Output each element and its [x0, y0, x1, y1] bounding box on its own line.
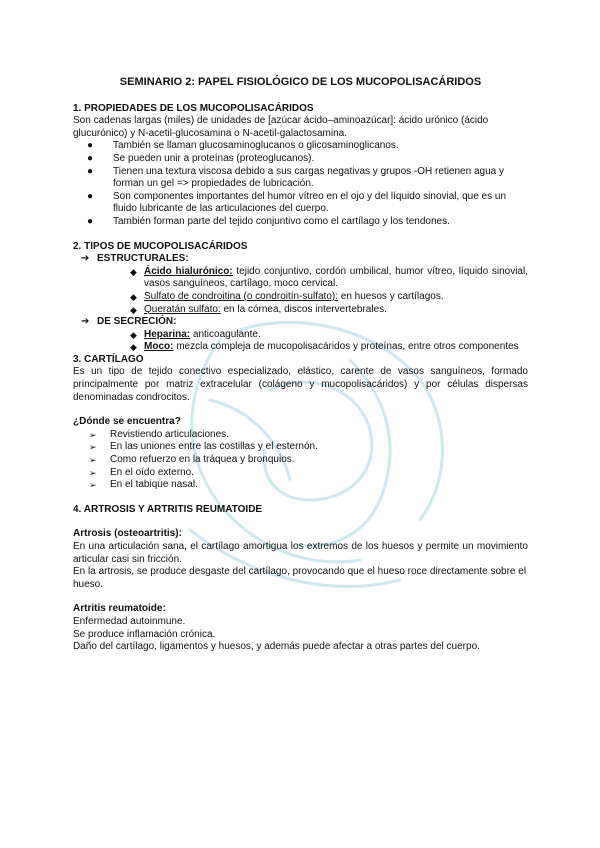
location-list	[73, 429, 528, 492]
artrosis-paragraph-1: En una articulación sana, el cartílago amortigua los extremos de los huesos y permite un movimiento articular casi sin fricción.	[73, 541, 528, 565]
arrowhead-icon: ➢	[89, 467, 97, 478]
list-item: ➢ En el tabique nasal.	[89, 479, 198, 491]
arrow-icon: ➔	[81, 316, 90, 328]
arrowhead-icon: ➢	[89, 442, 97, 453]
list-item: ◆ Sulfato de condroitina (o condroitín-sulfato): en huesos y cartílagos.	[130, 290, 444, 302]
list-item: ● Se pueden unir a proteínas (proteoglucanos).	[87, 152, 315, 164]
list-item: ➢ Revistiendo articulaciones.	[89, 428, 229, 440]
structural-subheading: ➔ ESTRUCTURALES:	[81, 253, 189, 265]
structural-list	[73, 266, 528, 316]
location-question: ¿Dónde se encuentra?	[73, 416, 181, 428]
list-item: ◆ Ácido hialurónico: tejido conjuntivo, cordón umbilical, humor vítreo, líquido sinovial, vasos sanguíneos, cartílago, moco cervical.	[130, 265, 528, 290]
artritis-line: Enfermedad autoinmune.	[73, 615, 186, 627]
artritis-line: Se produce inflamación crónica.	[73, 628, 216, 640]
diamond-icon: ◆	[130, 266, 137, 277]
bullet-icon: ●	[87, 152, 94, 164]
list-item: ◆ Moco: mezcla compleja de mucopolisacáridos y proteínas, entre otros componentes	[130, 341, 519, 353]
list-item: ➢ Como refuerzo en la tráquea y bronquios.	[89, 454, 295, 466]
arrow-icon: ➔	[81, 253, 90, 265]
arrowhead-icon: ➢	[89, 480, 97, 491]
section-1-intro: Son cadenas largas (miles) de unidades de [azúcar ácido–aminoazúcar]: ácido urónico (ácido glucurónico) y N-acetil-glucosamina o N-acetil-galactosamina.	[73, 115, 489, 139]
list-item: ● También forman parte del tejido conjuntivo como el cartílago y los tendones.	[87, 215, 450, 227]
arrowhead-icon: ➢	[89, 455, 97, 466]
diamond-icon: ◆	[130, 342, 137, 353]
section-4-heading: 4. ARTROSIS Y ARTRITIS REUMATOIDE	[73, 503, 263, 515]
page-title: SEMINARIO 2: PAPEL FISIOLÓGICO DE LOS MUCOPOLISACÁRIDOS	[119, 76, 482, 88]
diamond-icon: ◆	[130, 329, 137, 340]
diamond-icon: ◆	[130, 291, 137, 302]
list-item: ➢ En las uniones entre las costillas y el esternón.	[89, 441, 318, 453]
section-1-heading: 1. PROPIEDADES DE LOS MUCOPOLISACÁRIDOS	[73, 102, 314, 114]
bullet-icon: ●	[87, 190, 94, 202]
list-item: ◆ Queratán sulfato: en la córnea, discos intervertebrales.	[130, 303, 387, 315]
section-3-heading: 3. CARTÍLAGO	[73, 353, 144, 365]
bullet-icon: ●	[87, 165, 94, 177]
artritis-title: Artritis reumatoide:	[73, 603, 166, 615]
artrosis-title: Artrosis (osteoartritis):	[73, 528, 182, 540]
diamond-icon: ◆	[130, 304, 137, 315]
arrowhead-icon: ➢	[89, 429, 97, 440]
list-item: ● Son componentes importantes del humor vítreo en el ojo y del líquido sinovial, que es un fluido lubricante de las articulaciones del cuerpo.	[87, 190, 507, 215]
list-item: ● También se llaman glucosaminoglucanos o glicosaminoglicanos.	[87, 140, 399, 152]
section-1-bullet-list	[73, 140, 528, 228]
section-3-body: Es un tipo de tejido conectivo especializado, elástico, carente de vasos sanguíneos, formado principalmente por matriz extracelular (colágeno y mucopolisacáridos) y por células dispersas denominadas condrocitos.	[73, 366, 528, 403]
list-item: ● Tienen una textura viscosa debido a sus cargas negativas y grupos -OH retienen agua y forman un gel => propiedades de lubricación.	[87, 165, 504, 190]
secretion-subheading: ➔ DE SECRECIÓN:	[81, 316, 177, 328]
bullet-icon: ●	[87, 215, 94, 227]
bullet-icon: ●	[87, 140, 94, 152]
artritis-line: Daño del cartílago, ligamentos y huesos, y además puede afectar a otras partes del cuerpo.	[73, 641, 480, 653]
section-2-heading: 2. TIPOS DE MUCOPOLISACÁRIDOS	[73, 240, 248, 252]
document-content	[73, 76, 528, 654]
list-item: ➢ En el oído externo.	[89, 466, 194, 478]
artrosis-paragraph-2: En la artrosis, se produce desgaste del cartílago, provocando que el hueso roce directamente sobre el hueso.	[73, 566, 527, 590]
list-item: ◆ Heparina: anticoagulante.	[130, 328, 261, 340]
secretion-list	[73, 329, 528, 354]
